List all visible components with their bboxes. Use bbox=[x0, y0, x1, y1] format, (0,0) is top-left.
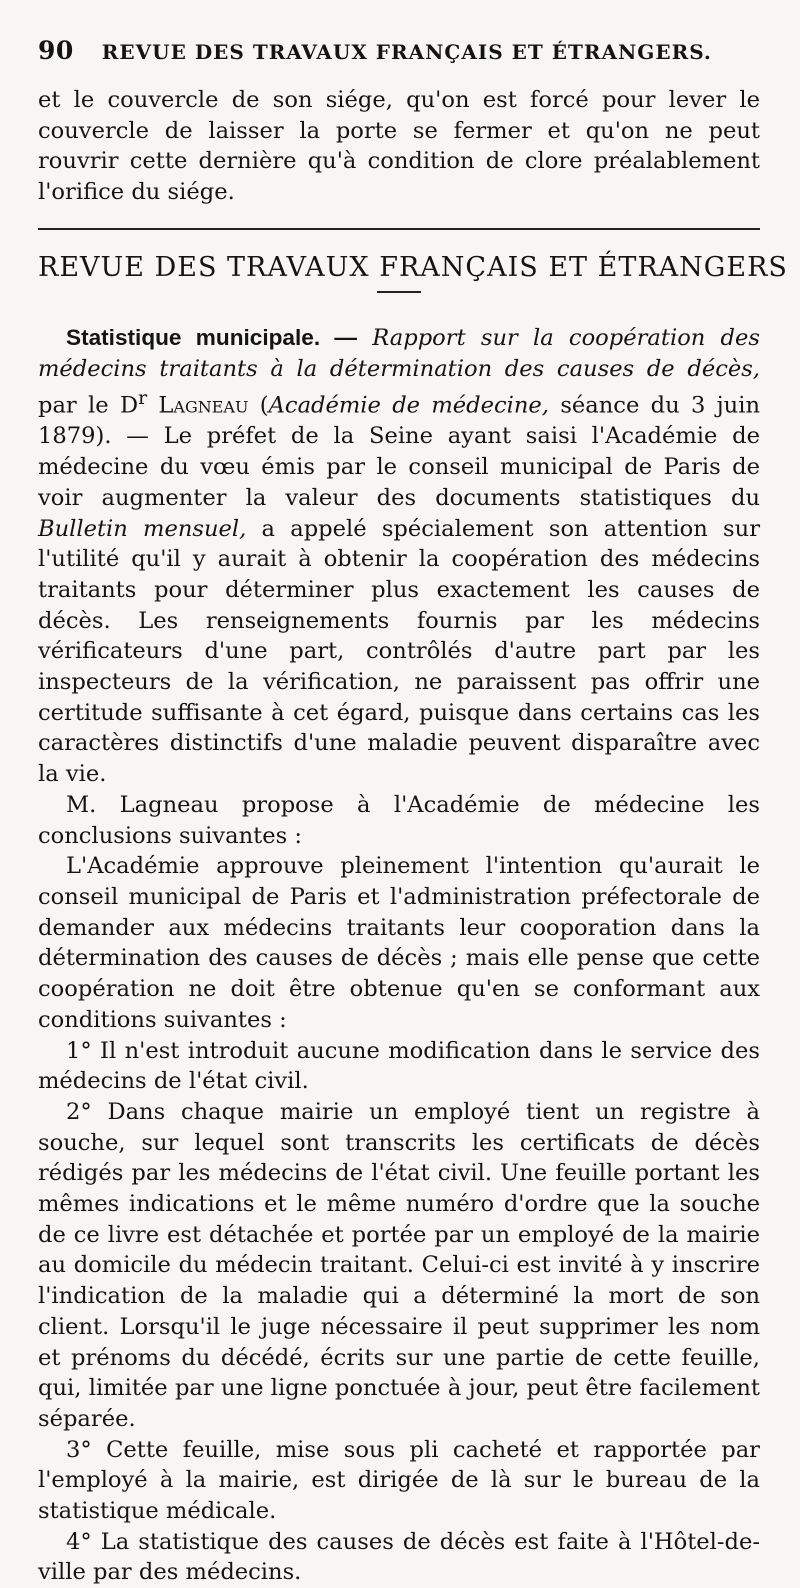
section-title: REVUE DES TRAVAUX FRANÇAIS ET ÉTRANGERS bbox=[38, 251, 788, 283]
section-divider bbox=[38, 228, 760, 230]
paragraph-condition-2: 2° Dans chaque mairie un employé tient un registre à souche, sur lequel sont transcrits les certificats de décès rédigés par les médecins de l'état civil. Une feuille portant les mêmes indications et le même numéro d'ordre que la souche de ce livre est détachée et portée par un employé de la mairie au domicile du médecin traitant. Celui-ci est invité à y inscrire l'indication de la maladie qui a déterminé la mort de son client. Lorsqu'il le juge nécessaire il peut supprimer les nom et prénoms du décédé, écrits sur une partie de cette feuille, qui, limitée par une ligne ponctuée à jour, peut être facilement séparée. bbox=[38, 1098, 760, 1432]
by-text: par le D bbox=[38, 392, 139, 419]
body-rest: a appelé spécialement son attention sur l'utilité qu'il y aurait à obtenir la coopération des médecins traitants pour déterminer plus exactement les causes de décès. Les renseignements fournis par les médecins vérificateurs d'une part, contrôlés d'autre part par les inspecteurs de la vérification, ne paraissent pas offrir une certitude suffisante à cet égard, puisque dans certains cas les caractères distinctifs d'une maladie peuvent disparaître avec la vie. bbox=[38, 515, 760, 788]
source-rest: séance du 3 juin 1879). — Le préfet de la Seine ayant saisi l'Académie de médecine du vœu émis par le conseil municipal de Paris de voir augmenter la valeur des documents statistiques du bbox=[38, 392, 761, 511]
paragraph-proposal: M. Lagneau propose à l'Académie de médecine les conclusions suivantes : bbox=[38, 791, 760, 849]
top-paragraph: et le couvercle de son siége, qu'on est forcé pour lever le couvercle de laisser la porte se fermer et qu'on ne peut rouvrir cette dernière qu'à condition de clore préalablement l'orifice du siége. bbox=[38, 87, 760, 206]
bulletin-title: Bulletin mensuel, bbox=[38, 515, 247, 542]
article-intro-paragraph bbox=[38, 323, 760, 790]
paragraph-condition-4: 4° La statistique des causes de décès est faite à l'Hôtel-de-ville par des médecins. bbox=[38, 1528, 760, 1586]
paragraph-academy: L'Académie approuve pleinement l'intention qu'aurait le conseil municipal de Paris et l'administration préfectorale de demander aux médecins traitants leur cooporation dans la détermination des causes de décès ; mais elle pense que cette coopération ne doit être obtenue qu'en se conformant aux conditions suivantes : bbox=[38, 853, 760, 1033]
paragraph-condition-3: 3° Cette feuille, mise sous pli cacheté et rapportée par l'employé à la mairie, est dirigée de là sur le bureau de la statistique médicale. bbox=[38, 1436, 760, 1525]
report-title: Rapport sur la coopération des médecins traitants à la détermination des causes de décès, bbox=[38, 324, 760, 382]
page-number: 90 bbox=[38, 36, 74, 65]
runin-heading: Statistique municipale. — bbox=[66, 324, 358, 350]
title-underline bbox=[377, 291, 421, 293]
paragraph-condition-1: 1° Il n'est introduit aucune modification dans le service des médecins de l'état civil. bbox=[38, 1037, 760, 1095]
author-name: Lagneau bbox=[147, 392, 249, 419]
dr-superscript: r bbox=[138, 388, 148, 410]
running-header bbox=[38, 36, 760, 65]
source-academy: Académie de médecine, bbox=[268, 392, 549, 419]
running-title: REVUE DES TRAVAUX FRANÇAIS ET ÉTRANGERS. bbox=[101, 40, 712, 64]
source-open: ( bbox=[248, 392, 269, 419]
